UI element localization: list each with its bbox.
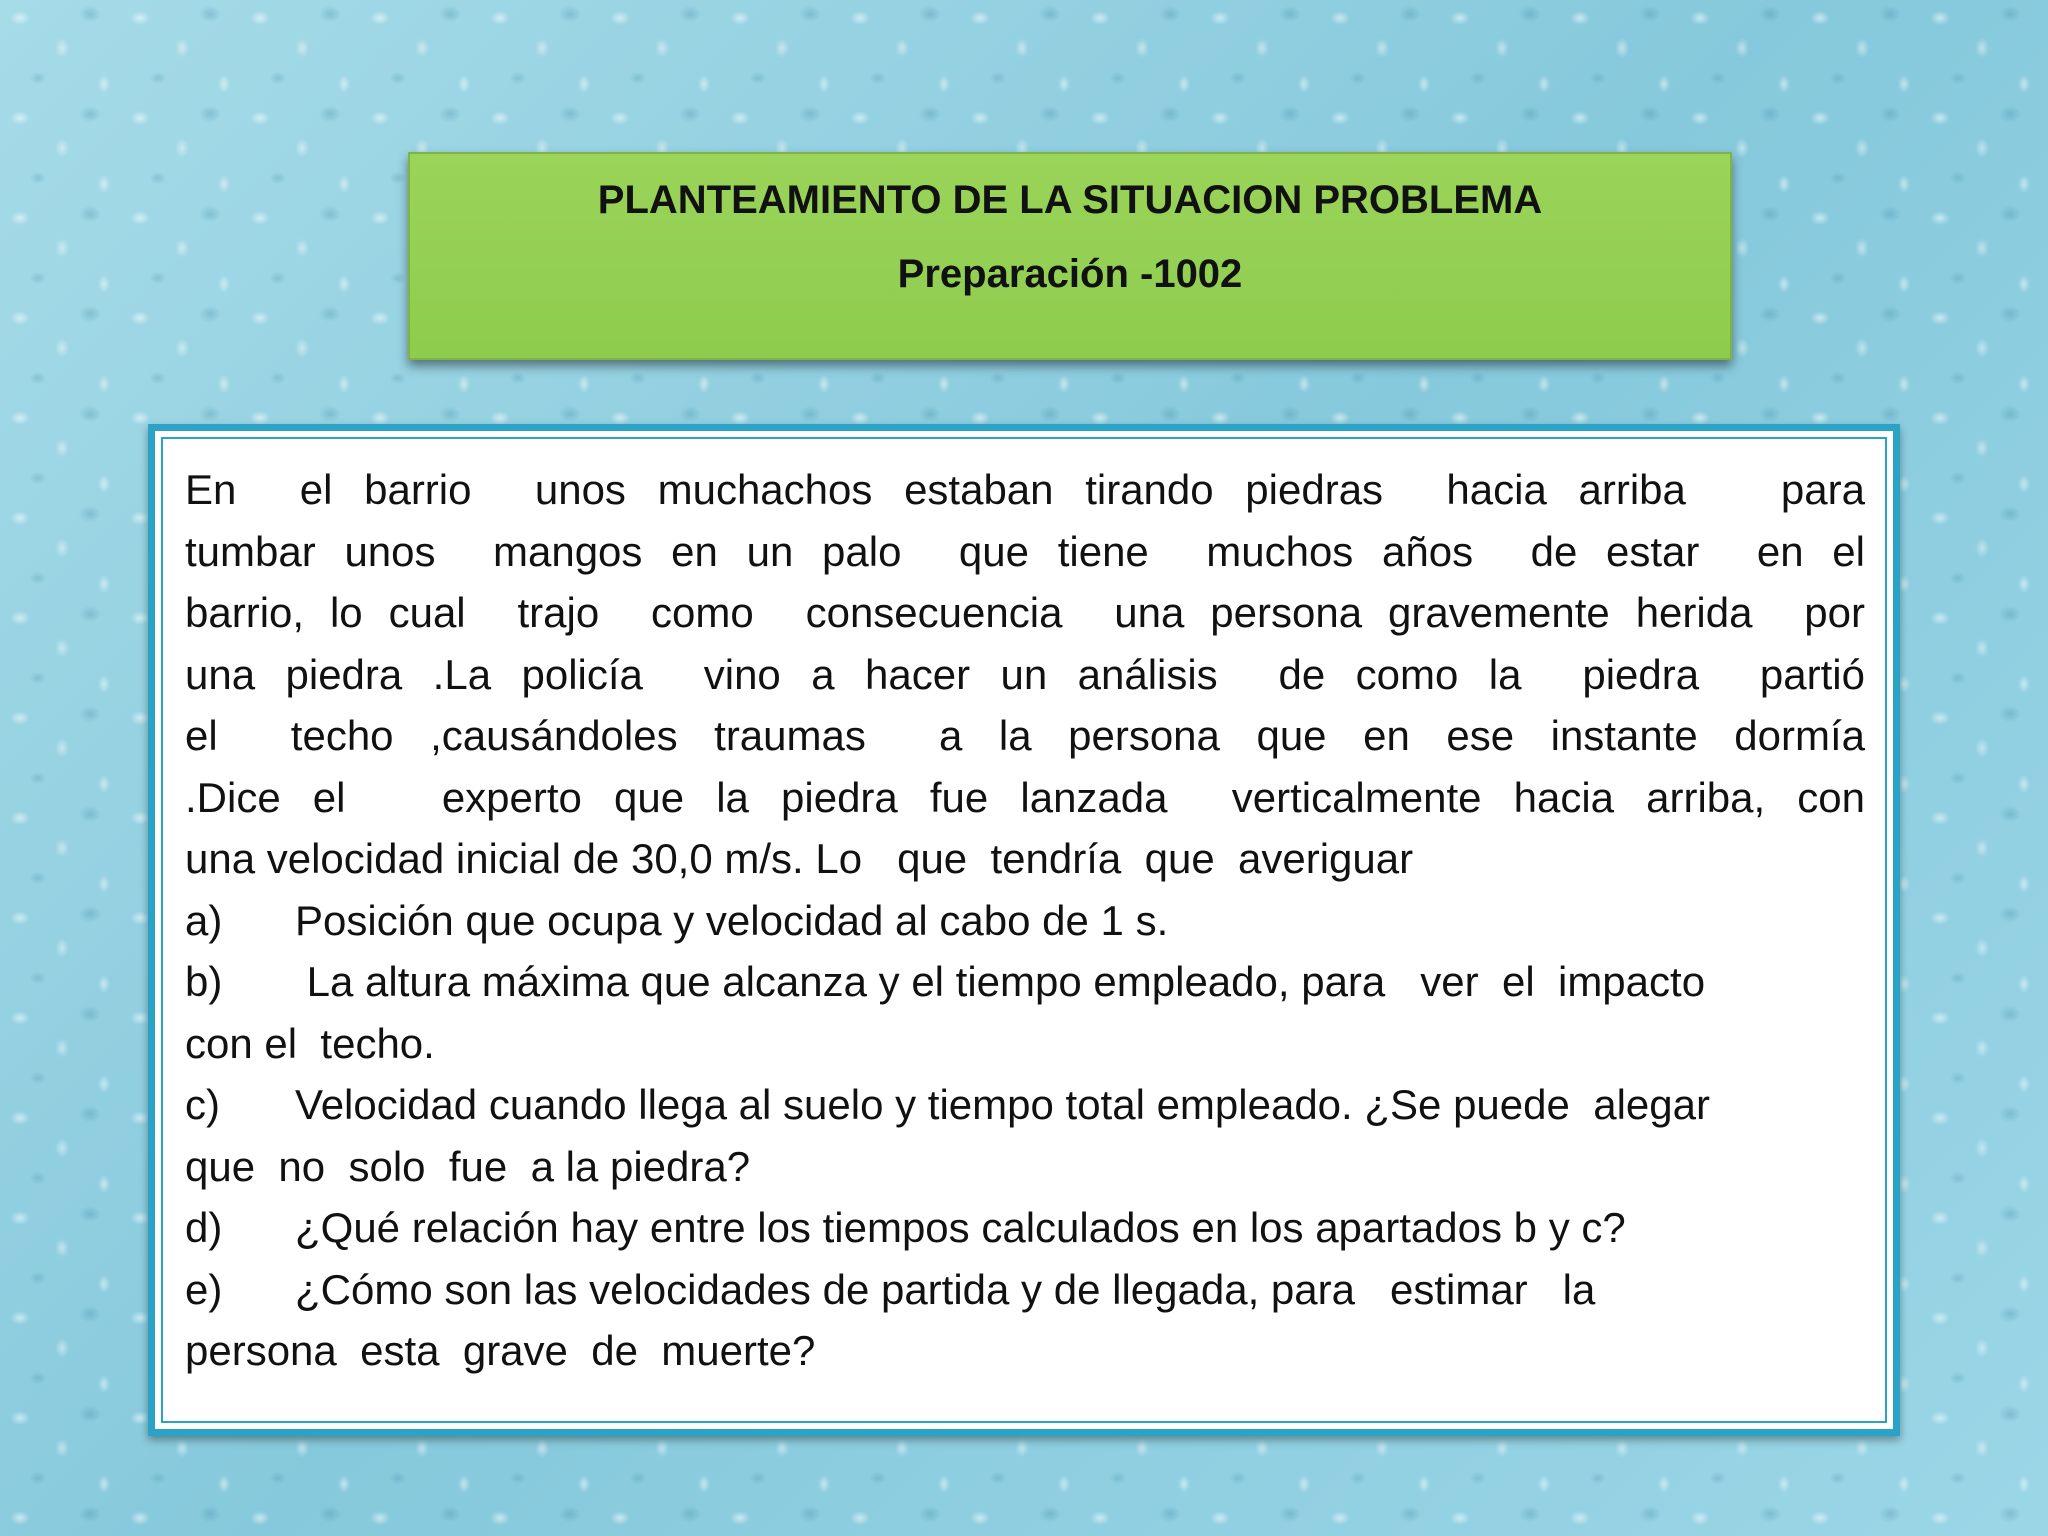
intro-line: el techo ,causándoles traumas a la persona que en ese instante dormía (185, 712, 1865, 759)
question-text: Velocidad cuando llega al suelo y tiempo total empleado. ¿Se puede alegar (295, 1081, 1710, 1128)
intro-line: En el barrio unos muchachos estaban tirando piedras hacia arriba para (185, 466, 1865, 513)
question-item-b (185, 951, 1865, 1013)
question-item-e (185, 1259, 1865, 1321)
question-label: d) (185, 1204, 223, 1251)
question-label: a) (185, 896, 223, 944)
intro-line: una velocidad inicial de 30,0 m/s. Lo que tendría que averiguar (185, 835, 1414, 882)
problem-box (148, 424, 1900, 1436)
intro-line: .Dice el experto que la piedra fue lanzada verticalmente hacia arriba, con (185, 773, 1865, 821)
question-text: ¿Qué relación hay entre los tiempos calculados en los apartados b y c? (295, 1204, 1626, 1251)
title-box (408, 152, 1732, 360)
intro-line: una piedra .La policía vino a hacer un análisis de como la piedra partió (185, 650, 1865, 698)
intro-line: barrio, lo cual trajo como consecuencia una persona gravemente herida por (185, 589, 1865, 636)
question-label: e) (185, 1265, 223, 1313)
question-continuation: persona esta grave de muerte? (185, 1327, 816, 1374)
question-text: La altura máxima que alcanza y el tiempo empleado, para ver el impacto (295, 958, 1706, 1005)
question-label: b) (185, 958, 223, 1005)
question-label: c) (185, 1081, 220, 1128)
problem-text (185, 459, 1865, 1382)
slide-subtitle: Preparación -1002 (897, 252, 1243, 296)
question-item-d (185, 1197, 1865, 1259)
question-item-c (185, 1074, 1865, 1136)
question-continuation: que no solo fue a la piedra? (185, 1142, 751, 1190)
question-text: ¿Cómo son las velocidades de partida y de llegada, para estimar la (295, 1265, 1596, 1313)
problem-box-inner (161, 437, 1887, 1423)
intro-line: tumbar unos mangos en un palo que tiene muchos años de estar en el (185, 527, 1865, 575)
question-item-a (185, 890, 1865, 952)
question-continuation: con el techo. (185, 1019, 435, 1067)
slide-title: PLANTEAMIENTO DE LA SITUACION PROBLEMA (597, 178, 1543, 222)
question-text: Posición que ocupa y velocidad al cabo de 1 s. (295, 896, 1169, 944)
